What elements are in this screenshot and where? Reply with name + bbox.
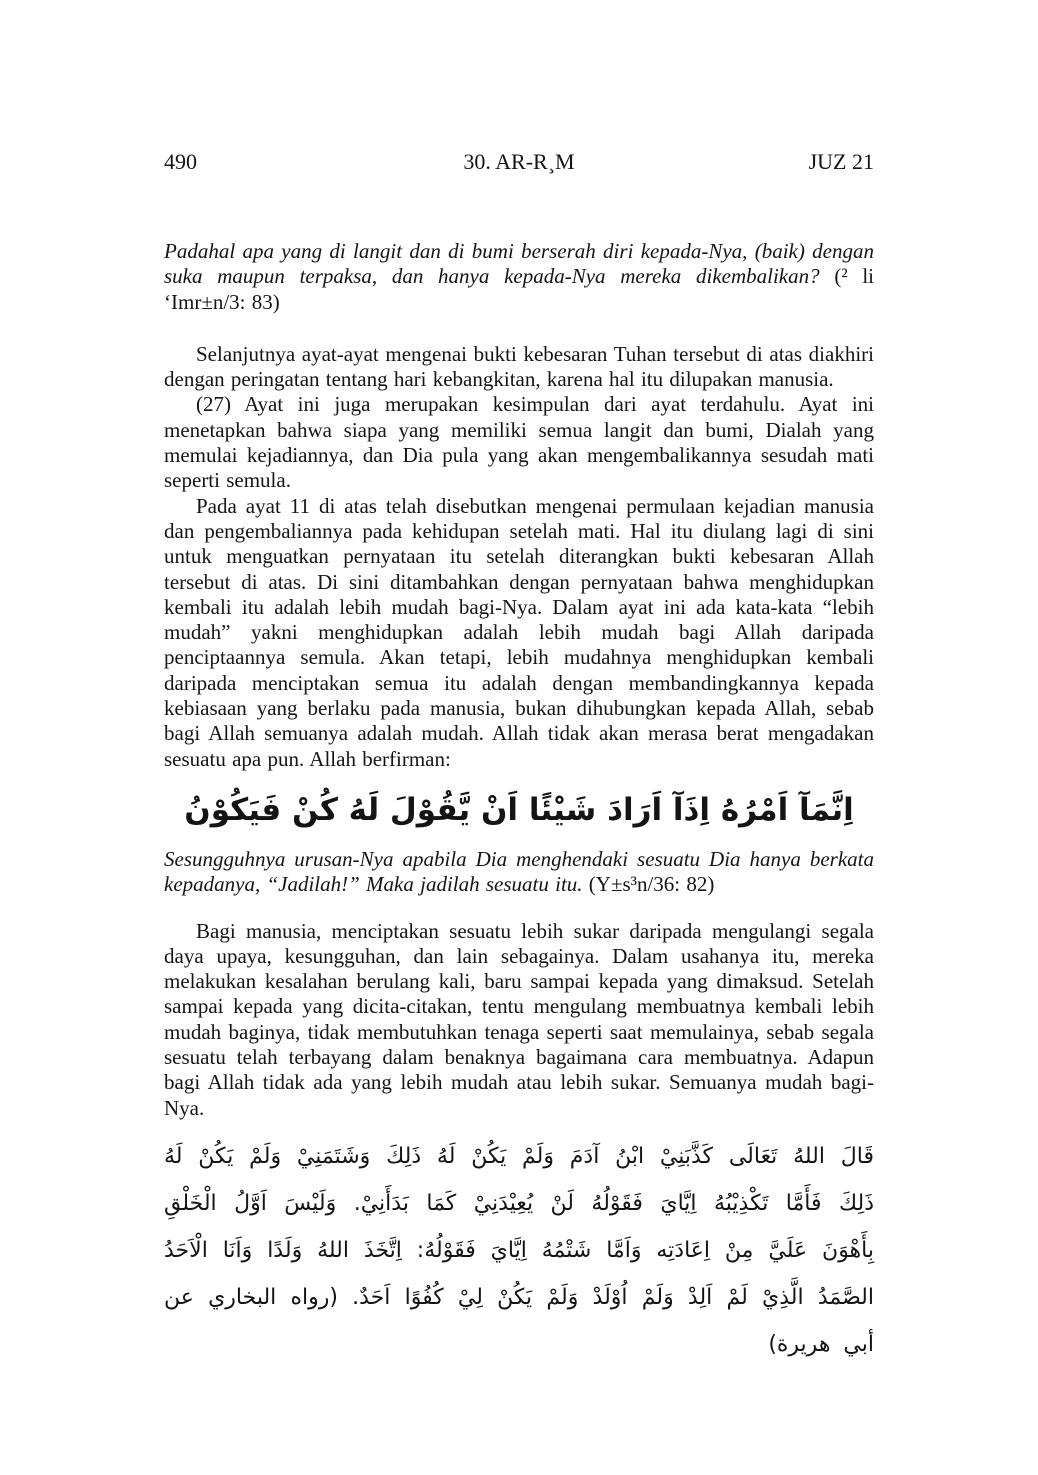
juz-label: JUZ 21 — [808, 149, 874, 174]
translation-yasin — [164, 847, 874, 898]
quran-verse-arabic: اِنَّمَآ اَمْرُهُ اِذَآ اَرَادَ شَيْئًا اَنْ يَّقُوْلَ لَهُ كُنْ فَيَكُوْنُ — [184, 791, 854, 828]
page-number: 490 — [164, 149, 197, 174]
paragraph-selanjutnya: Selanjutnya ayat-ayat mengenai bukti kebesaran Tuhan tersebut di atas diakhiri dengan peringatan tentang hari kebangkitan, karena hal itu dilupakan manusia. — [164, 341, 874, 392]
verse-reference-yasin: (Y±s³n/36: 82) — [582, 872, 715, 897]
translation-ali-imran — [164, 239, 874, 315]
running-header — [164, 148, 874, 175]
paragraph-ayat-27: (27) Ayat ini juga merupakan kesimpulan dari ayat terdahulu. Ayat ini menetapkan bahwa siapa yang memiliki semua langit dan bumi, Dialah yang memulai kejadiannya, dan Dia pula yang akan mengembalikannya sesudah mati seperti semula. — [164, 392, 874, 493]
paragraph-pada-ayat-11: Pada ayat 11 di atas telah disebutkan mengenai permulaan kejadian manusia dan pengembaliannya pada kehidupan setelah mati. Hal itu diulang lagi di sini untuk menguatkan pernyataan itu setelah diterangkan bukti kebesaran Allah tersebut di atas. Di sini ditambahkan dengan pernyataan bahwa menghidupkan kembali itu adalah lebih mudah bagi-Nya. Dalam ayat ini ada kata-kata “lebih mudah” yakni menghidupkan adalah lebih mudah bagi Allah daripada penciptaannya semula. Akan tetapi, lebih mudahnya menghidupkan kembali daripada menciptakan semua itu adalah dengan membandingkannya kepada kebiasaan yang berlaku pada manusia, bukan dihubungkan kepada Allah, sebab bagi Allah semuanya adalah mudah. Allah tidak akan merasa berat mengadakan sesuatu apa pun. Allah berfirman: — [164, 493, 874, 771]
verse-reference-ali-imran: (² li ‘Imr±n/3: 83) — [164, 264, 874, 314]
surah-title: 30. AR-R¸M — [463, 149, 575, 174]
paragraph-bagi-manusia: Bagi manusia, menciptakan sesuatu lebih sukar daripada mengulangi segala daya upaya, kesungguhan, dan lain sebagainya. Dalam usahanya itu, mereka melakukan kesalahan berulang kali, baru sampai kepada yang dimaksud. Setelah sampai kepada yang dicita-citakan, tentu mengulang membuatnya kembali lebih mudah baginya, tidak membutuhkan tenaga seperti saat memulainya, sebab segala sesuatu telah terbayang dalam benaknya bagaimana cara membuatnya. Adapun bagi Allah tidak ada yang lebih mudah atau lebih sukar. Semuanya mudah bagi-Nya. — [164, 918, 874, 1120]
hadith-arabic-text: قَالَ اللهُ تَعَالَى كَذَّبَنِيْ ابْنُ آدَمَ وَلَمْ يَكُنْ لَهُ ذَلِكَ وَشَتَمَنِيْ وَلَمْ يَكُنْ لَهُ ذَلِكَ فَأَمَّا تَكْذِيْبُهُ اِيَّايَ فَقَوْلُهُ لَنْ يُعِيْدَنِيْ كَمَا بَدَأَنِيْ. وَلَيْسَ اَوَّلُ الْخَلْقِ بِأَهْوَنَ عَلَيَّ مِنْ اِعَادَتِه وَاَمَّا شَتْمُهُ اِيَّايَ فَقَوْلُهُ: اِتَّخَذَ اللهُ وَلَدًا وَاَنَا الْاَحَدُ الصَّمَدُ الَّذِيْ لَمْ اَلِدْ وَلَمْ اُوْلَدْ وَلَمْ يَكُنْ لِيْ كُفُوًا اَحَدٌ. (رواه البخاري عن أبي هريرة) — [164, 1143, 874, 1357]
translation-text: Padahal apa yang di langit dan di bumi berserah diri kepada-Nya, (baik) dengan suka maupun terpaksa, dan hanya kepada-Nya mereka dikembalikan? — [164, 239, 874, 289]
translation-text: Sesungguhnya urusan-Nya apabila Dia menghendaki sesuatu Dia hanya berkata kepadanya, “Jadilah!” Maka jadilah sesuatu itu. — [164, 846, 874, 897]
